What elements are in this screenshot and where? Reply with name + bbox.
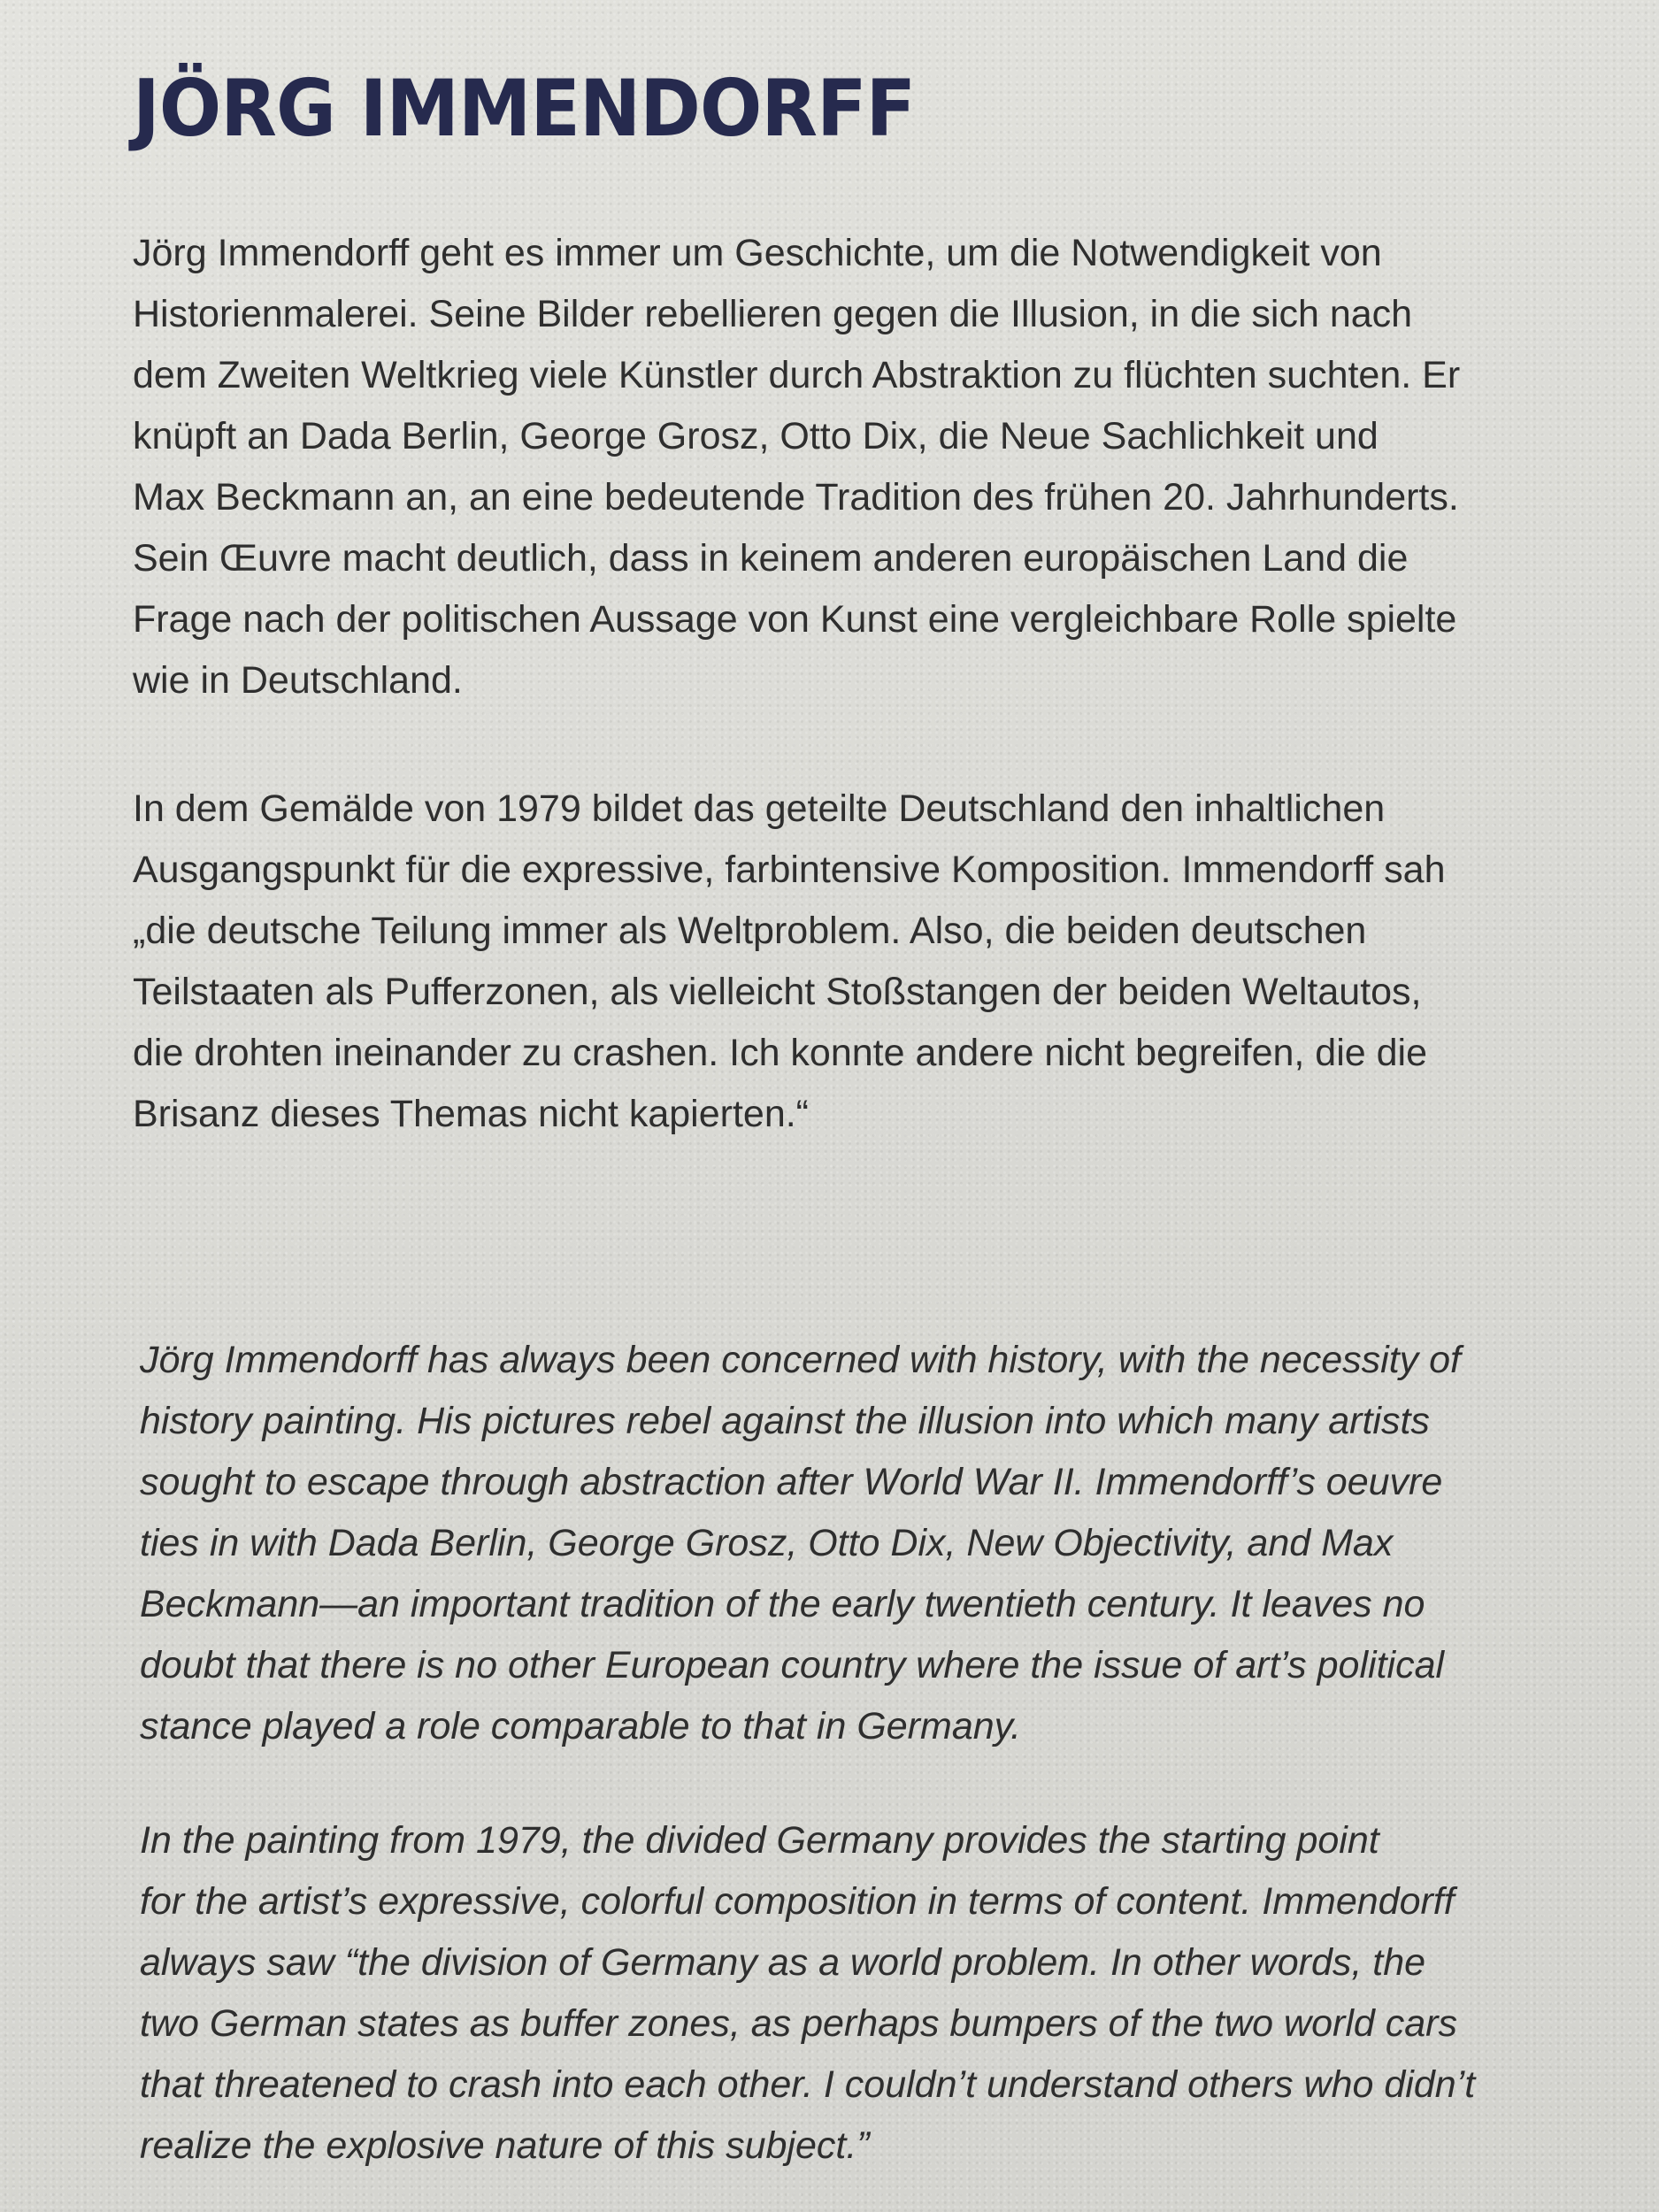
- text-line: Ausgangspunkt für die expressive, farbintensive Komposition. Immendorff sah: [133, 849, 1446, 891]
- text-line: „die deutsche Teilung immer als Weltproblem. Also, die beiden deutschen: [133, 910, 1367, 952]
- text-line: realize the explosive nature of this subject.”: [140, 2124, 870, 2167]
- text-line: Jörg Immendorff geht es immer um Geschichte, um die Notwendigkeit von: [133, 232, 1382, 274]
- text-line: Beckmann—an important tradition of the early twentieth century. It leaves no: [140, 1583, 1425, 1625]
- text-line: In dem Gemälde von 1979 bildet das geteilte Deutschland den inhaltlichen: [133, 787, 1386, 830]
- text-line: wie in Deutschland.: [133, 659, 463, 702]
- text-line: Jörg Immendorff has always been concerned with history, with the necessity of: [140, 1339, 1461, 1381]
- text-line: Historienmalerei. Seine Bilder rebellieren gegen die Illusion, in die sich nach: [133, 293, 1413, 335]
- text-line: that threatened to crash into each other. I couldn’t understand others who didn’t: [140, 2063, 1476, 2106]
- text-line: stance played a role comparable to that in Germany.: [140, 1705, 1021, 1747]
- english-paragraph-2: [140, 1810, 1475, 2177]
- text-line: Sein Œuvre macht deutlich, dass in keinem anderen europäischen Land die: [133, 537, 1409, 580]
- text-line: knüpft an Dada Berlin, George Grosz, Otto Dix, die Neue Sachlichkeit und: [133, 415, 1379, 457]
- text-line: doubt that there is no other European country where the issue of art’s political: [140, 1644, 1445, 1686]
- text-line: die drohten ineinander zu crashen. Ich konnte andere nicht begreifen, die die: [133, 1032, 1428, 1074]
- text-line: sought to escape through abstraction after World War II. Immendorff’s oeuvre: [140, 1461, 1443, 1503]
- text-line: Max Beckmann an, an eine bedeutende Tradition des frühen 20. Jahrhunderts.: [133, 476, 1459, 518]
- text-line: ties in with Dada Berlin, George Grosz, Otto Dix, New Objectivity, and Max: [140, 1522, 1394, 1564]
- text-line: history painting. His pictures rebel against the illusion into which many artists: [140, 1400, 1430, 1442]
- german-paragraph-2: [133, 779, 1446, 1145]
- german-paragraph-1: [133, 223, 1460, 711]
- english-paragraph-1: [140, 1330, 1461, 1757]
- text-line: Frage nach der politischen Aussage von Kunst eine vergleichbare Rolle spielte: [133, 598, 1457, 641]
- artist-title: JÖRG IMMENDORFF: [133, 63, 916, 154]
- text-line: for the artist’s expressive, colorful composition in terms of content. Immendorff: [140, 1880, 1455, 1923]
- text-line: dem Zweiten Weltkrieg viele Künstler durch Abstraktion zu flüchten suchten. Er: [133, 354, 1461, 396]
- text-line: Brisanz dieses Themas nicht kapierten.“: [133, 1093, 810, 1135]
- text-line: In the painting from 1979, the divided Germany provides the starting point: [140, 1819, 1379, 1862]
- text-line: two German states as buffer zones, as perhaps bumpers of the two world cars: [140, 2002, 1457, 2045]
- text-line: always saw “the division of Germany as a world problem. In other words, the: [140, 1941, 1426, 1984]
- text-line: Teilstaaten als Pufferzonen, als vielleicht Stoßstangen der beiden Weltautos,: [133, 971, 1422, 1013]
